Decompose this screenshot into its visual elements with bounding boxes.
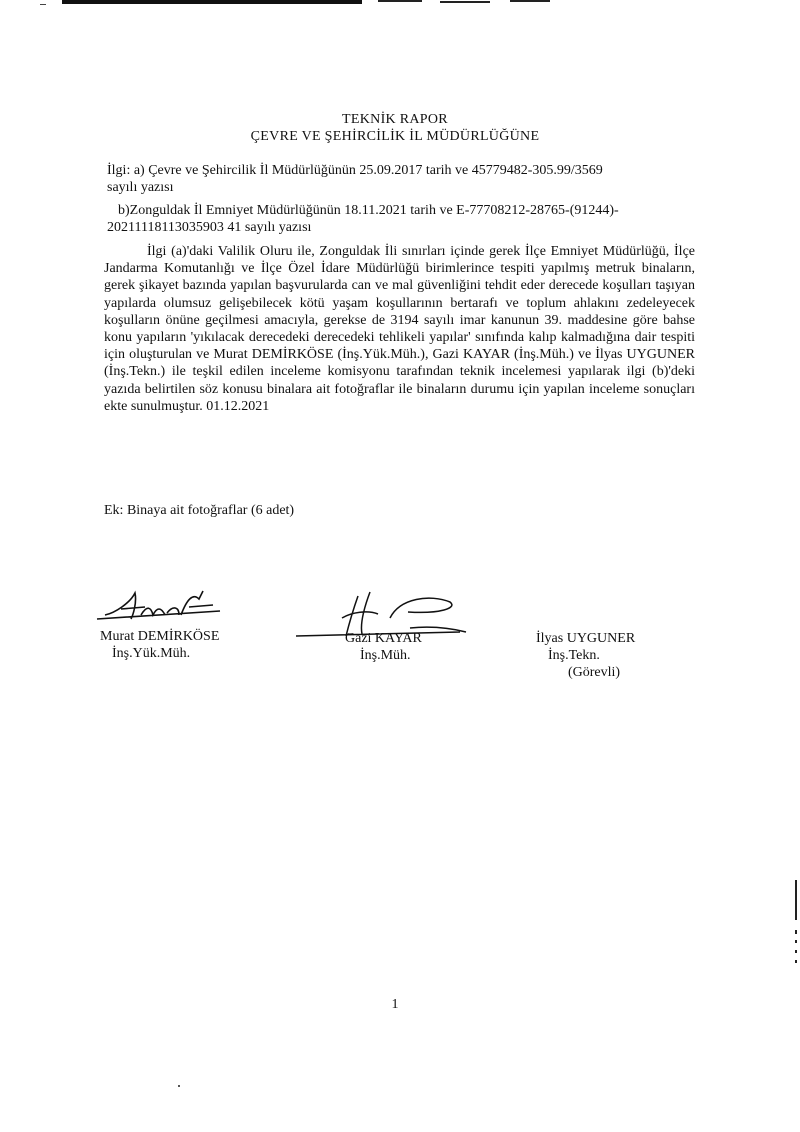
signatory-role: (Görevli) [568,665,621,680]
report-title: TEKNİK RAPOR [342,112,448,127]
body-paragraph [104,243,695,415]
signatory-gazi [300,630,422,664]
signatory-name: İlyas UYGUNER [536,631,636,646]
reference-b-line1: b)Zonguldak İl Emniyet Müdürlüğünün 18.11.2021 tarih ve E-77708212-28765-(91244)- [118,203,619,218]
page-number: 1 [391,997,399,1012]
top-border-line [0,0,800,10]
signatory-ilyas [536,630,635,681]
signatory-title: İnş.Tekn. [548,648,600,663]
attachment-note: Ek: Binaya ait fotoğraflar (6 adet) [104,503,295,518]
signatory-title: İnş.Yük.Müh. [112,646,191,661]
scan-speck [178,1085,180,1087]
reference-a-line1: İlgi: a) Çevre ve Şehircilik İl Müdürlüğünün 25.09.2017 tarih ve 45779482-305.99/3569 [107,163,603,178]
report-recipient: ÇEVRE VE ŞEHİRCİLİK İL MÜDÜRLÜĞÜNE [250,129,540,144]
reference-a-line2: sayılı yazısı [107,180,174,195]
signatory-murat [100,628,219,662]
signatory-name: Murat DEMİRKÖSE [100,629,220,644]
signatory-name: Gazi KAYAR [345,631,422,646]
signatory-title: İnş.Müh. [360,648,411,663]
signature-murat [95,585,235,630]
scan-edge-marks [790,880,800,970]
reference-b-line2: 20211118113035903 41 sayılı yazısı [107,220,312,235]
body-paragraph-text: İlgi (a)'daki Valilik Oluru ile, Zonguldak İli sınırları içinde gerek İlçe Emniyet Müdürlüğü, İlçe Jandarma Komutanlığı ve İlçe Özel İdare Müdürlüğü birimlerince tespiti yapılmış metruk binaların, gerek şikayet bazında yapılan başvurularda can ve mal güvenliğini tehdit eder derecede koşulları taşıyan yapılarda olumsuz gelişebilecek kötü yaşam koşullarının bertarafı ve toplum ahlakını zedeleyecek koşulların önüne geçilmesi amacıyla, gerekse de 3194 sayılı imar kanunun 39. maddesine göre bahse konu yapıların 'yıkılacak derecedeki derecedeki tehlikeli yapılar' sınıfında kalıp kalmadığına dair tespiti için oluşturulan ve Murat DEMİRKÖSE (İnş.Yük.Müh.), Gazi KAYAR (İnş.Müh.) ve İlyas UYGUNER (İnş.Tekn.) ile teşkil edilen inceleme komisyonu tarafından teknik incelemesi yapılarak ilgi (b)'deki yazıda belirtilen söz konusu binalara ait fotoğraflar ile binaların durumu için yapılan inceleme sonuçları ekte sunulmuştur. 01.12.2021 [104,244,695,414]
